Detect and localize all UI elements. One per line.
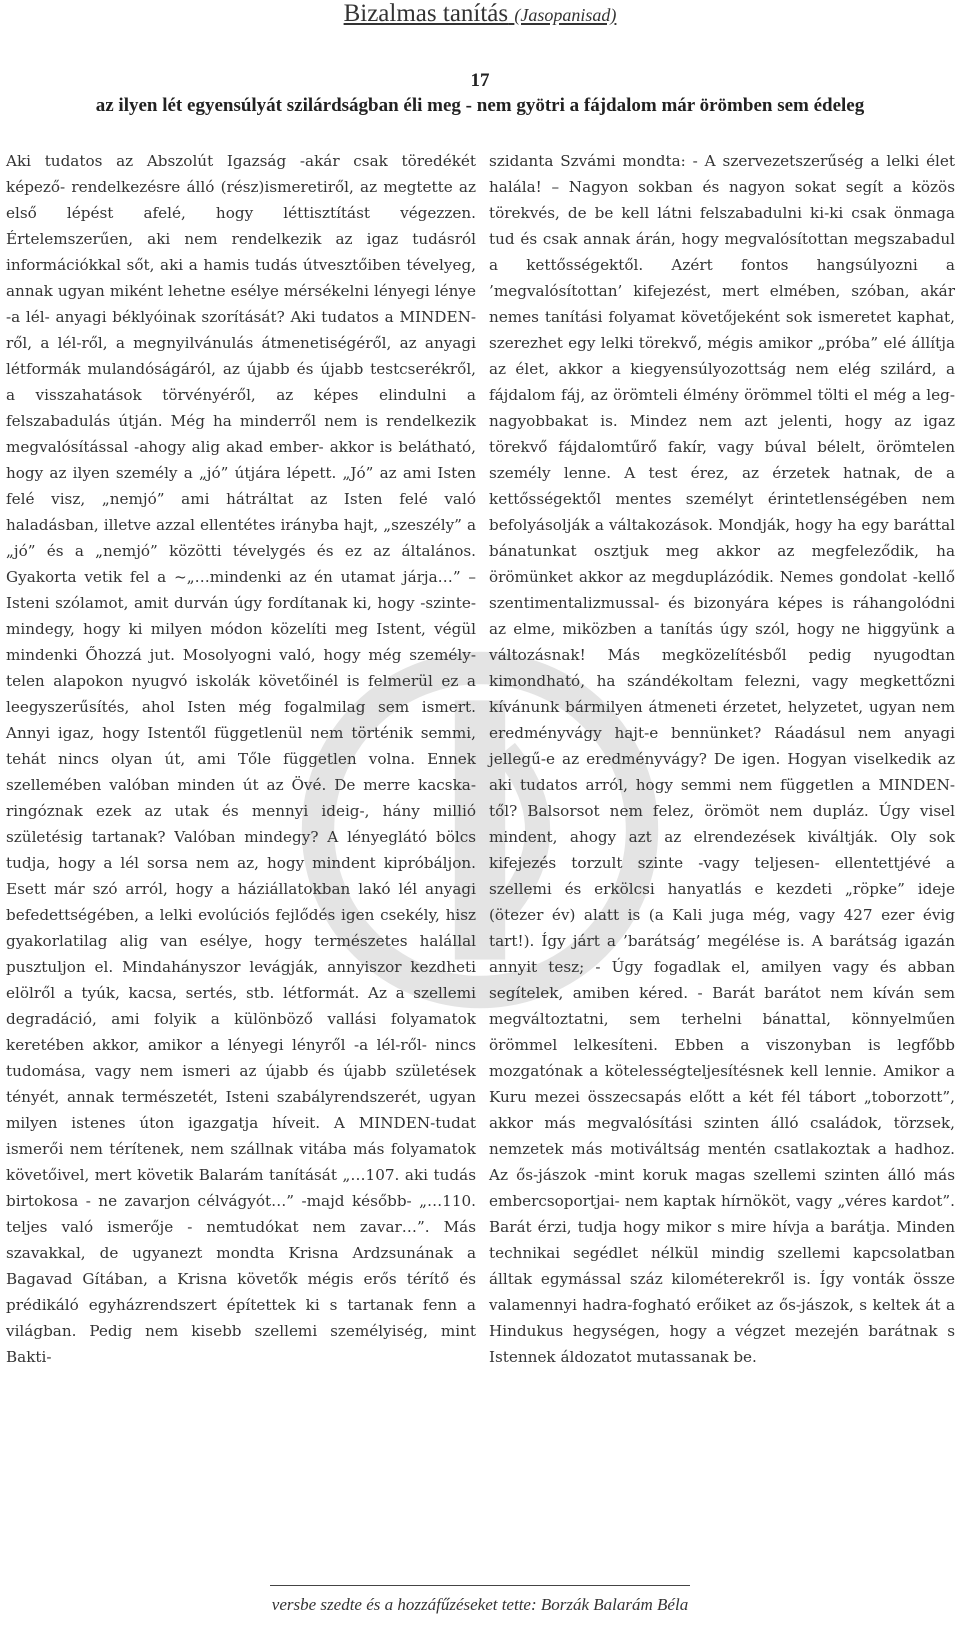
verse-heading: az ilyen lét egyensúlyát szilárdságban éli meg - nem gyötri a fájdalom már örömben sem édeleg	[95, 95, 865, 116]
footer-divider	[270, 1585, 690, 1586]
book-subtitle: (Jasopanisad)	[514, 5, 617, 25]
right-column	[489, 148, 955, 1370]
right-column-text: szidanta Szvámi mondta: - A szervezetszerűség a lelki élet halála! – Nagyon sokban és nagyon sokat segít a közös törekvés, de be kell látni felszabadulni ki-ki csak önmaga tud és csak annak árán, hogy megvalósítottan megszabadul a kettősségektől. Azért fontos hangsúlyozni a ’megvalósítottan’ kifejezést, mert elmében, szóban, akár nemes tanítási folyamat követőjeként sok ismeretet kaphat, szerezhet egy lelki törekvő, mégis amikor „próba” elé állítja az élet, akkor a kiegyensúlyozottság nem elég szilárd, a fájdalom fáj, az örömteli élmény örömmel tölti el még a legnagyobbakat is. Mindez nem azt jelenti, hogy az igaz törekvő fájdalomtűrő fakír, vagy búval bélelt, örömtelen személy lenne. A test érez, az érzetek hatnak, de a kettősségektől mentes személyt érintetlenségében nem befolyásolják a váltakozások. Mondják, hogy ha egy baráttal bánatunkat osztjuk meg akkor az megfeleződik, ha örömünket akkor az megduplázódik. Nemes gondolat -kellő szentimentalizmussal- és bizonyára képes is ráhangolódni az elme, miközben a tanítás úgy szól, hogy ne higgyünk a változásnak! Más megközelítésből pedig nyugodtan kimondható, ha szándékoltam felezni, vagy megkettőzni kívánunk bármilyen átmeneti érzetet, helyzetet, ugyan nem eredményvágy hajt-e bennünket? Ráadásul nem anyagi jellegű-e az eredményvágy? De igen. Hogyan viselkedik az aki tudatos arról, hogy semmi nem független a MINDEN-től? Balsorsot nem felez, örömöt nem dupláz. Úgy visel mindent, ahogy azt az elrendezések kiváltják. Oly sok kifejezés torzult szinte -vagy teljesen- ellentettjévé a szellemi és erkölcsi hanyatlás e kezdeti „röpke” ideje (ötezer év) alatt is (a Kali juga még, vagy 427 ezer évig tart!). Így járt a ’barátság’ megélése is. A barátság igazán annyit tesz; - Úgy fogadlak el, amilyen vagy és abban segítelek, amiben kéred. - Barát barátot nem kíván sem megváltoztatni, sem terhelni bánattal, könnyelműen örömmel lelkesíteni. Ebben a viszonyban is legfőbb mozgatónak a kötelességteljesítésnek kell lennie. Amikor a Kuru mezei összecsapás előtt a két fél tábort „toborzott”, akkor más megvalósítási szinten álló családok, törzsek, nemzetek más motiváltság mentén csatlakoztak a hadhoz. Az ős-jászok -mint koruk magas szellemi szinten álló más embercsoportjai- nem kaptak hírnököt, vagy „véres kardot”. Barát érzi, tudja hogy mikor s mire hívja a barátja. Minden technikai segédlet nélkül mindig szellemi kapcsolatban álltak egymással száz kilométerekről is. Így vonták össze valamennyi hadra-fogható erőiket az ős-jászok, s keltek át a Hindukus hegységen, hogy a végzet mezején barátnak s Istennek áldozatot mutassanak be.	[489, 152, 955, 1366]
left-column	[6, 148, 476, 1370]
page-number: 17	[470, 70, 490, 91]
footer-credit: versbe szedte és a hozzáfűzéseket tette: Borzák Balarám Béla	[271, 1595, 689, 1614]
left-column-text: Aki tudatos az Abszolút Igazság -akár csak töredékét képező- rendelkezésre álló (rész)ismeretiről, az megtette az első lépést afelé, hogy léttisztítást végezzen. Értelemszerűen, aki nem rendelkezik az igaz tudásról információkkal sőt, aki a hamis tudás útvesztőiben tévelyeg, annak ugyan miként lehetne esélye mérsékelni lényegi lénye -a lél- anyagi béklyóinak szorítását? Aki tudatos a MINDEN-ről, a lél-ről, a megnyilvánulás átmenetiségéről, az anyagi létformák mulandóságáról, az újabb és újabb testcserékről, a visszahatások törvényéről, az képes elindulni a felszabadulás útján. Még ha minderről nem is rendelkezik megvalósítással -ahogy alig akad ember- akkor is belátható, hogy az ilyen személy a „jó” útjára lépett. „Jó” az ami Isten felé visz, „nemjó” ami hátráltat az Isten felé való haladásban, illetve azzal ellentétes irányba hajt, „szeszély” a „jó” és a „nemjó” közötti tévelygés és ez az általános. Gyakorta vetik fel a ~„…mindenki az én utamat járja…” – Isteni szólamot, amit durván úgy fordítanak ki, hogy -szinte- mindegy, hogy ki milyen módon közelíti meg Istent, végül mindenki Őhozzá jut. Mosolyogni való, hogy még személytelen alapokon nyugvó iskolák követőinél is felmerül ez a leegyszerűsítés, ahol Isten még fogalmilag sem ismert. Annyi igaz, hogy Istentől függetlenül nem történik semmi, tehát nincs olyan út, ami Tőle független volna. Ennek szellemében valóban minden út az Övé. De merre kacskaringóznak ezek az utak és mennyi ideig-, hány millió születésig tartanak? Valóban mindegy? A lényeglátó bölcs tudja, hogy a lél sorsa nem az, hogy mindent kipróbáljon. Esett már szó arról, hogy a háziállatokban lakó lél anyagi befedettségében, a lelki evolúciós fejlődés igen csekély, hisz gyakorlatilag alig van esélye, hogy természetes halállal pusztuljon el. Mindahányszor levágják, annyiszor kezdheti elölről a tyúk, kacsa, sertés, stb. létformát. Az a szellemi degradáció, ami folyik a különböző vallási folyamatok keretében akkor, amikor a lényegi lényről -a lél-ről- nincs tudomása, vagy nem ismeri az újabb és újabb születések tényét, annak természetét, Isteni szabályrendszerét, ugyan milyen istenes úton igazgatja híveit. A MINDEN-tudat ismerői nem térítenek, nem szállnak vitába más folyamatok követőivel, mert követik Balarám tanítását „…107. aki tudás birtokosa - ne zavarjon célvágyót…” -majd később- „…110. teljes való ismerője - nemtudókat nem zavar…”. Más szavakkal, de ugyanezt mondta Krisna Ardzsunának a Bagavad Gítában, a Krisna követők mégis erős térítő és prédikáló egyházrendszert építettek ki s tartanak fenn a világban. Pedig nem kisebb szellemi személyiség, mint Bakti-	[6, 152, 476, 1366]
book-title-text: Bizalmas tanítás	[343, 0, 509, 27]
book-title	[0, 0, 960, 29]
